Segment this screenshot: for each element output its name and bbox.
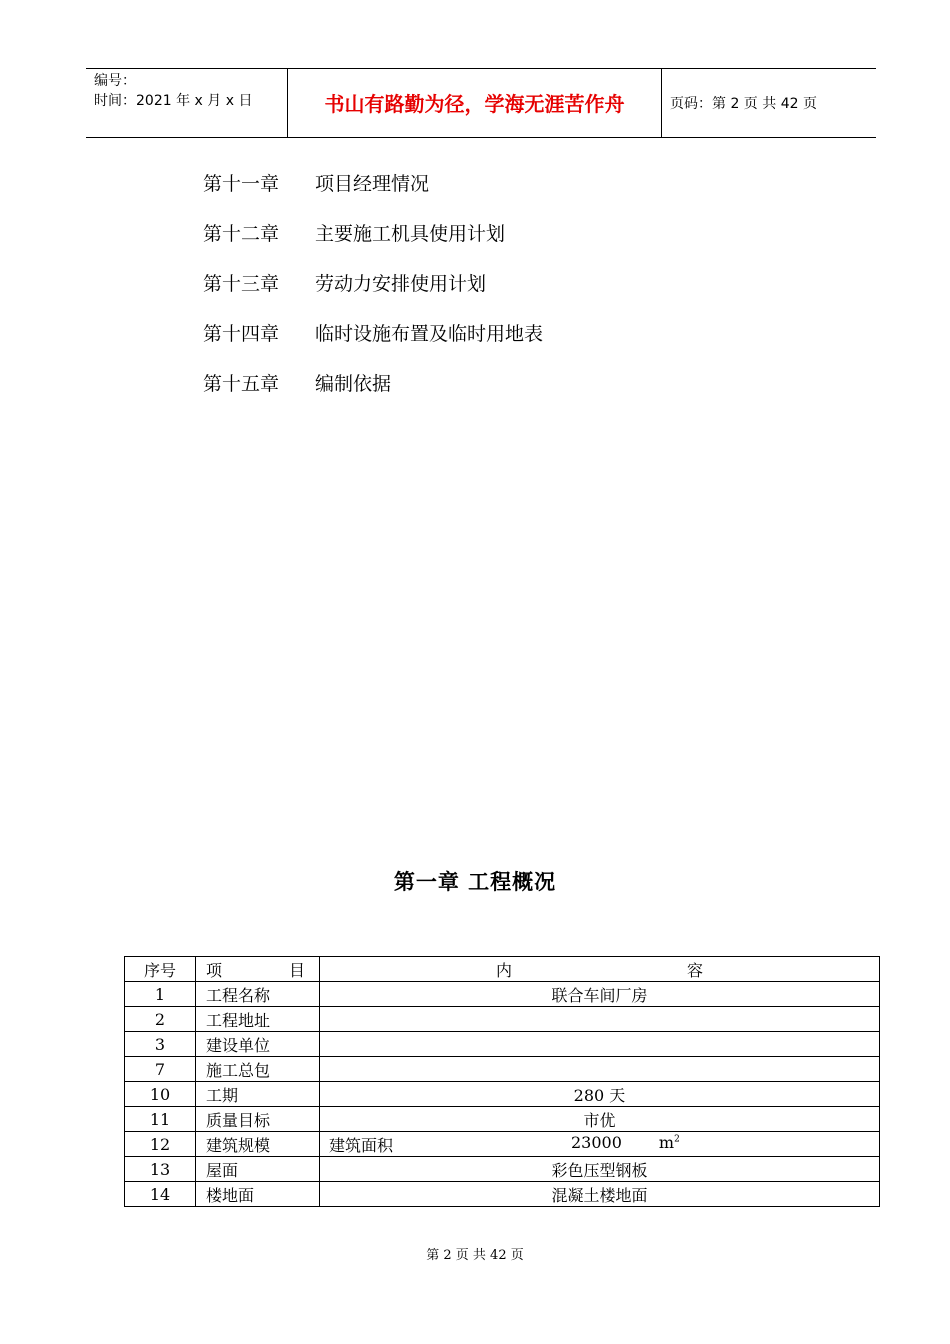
toc-title: 主要施工机具使用计划	[315, 223, 506, 245]
row-content	[320, 1057, 880, 1082]
page-footer: 第 2 页 共 42 页	[426, 1248, 524, 1263]
table-of-contents	[203, 168, 543, 418]
scale-unit-sup: 2	[674, 1134, 680, 1145]
header-motto: 书山有路勤为径，学海无涯苦作舟	[324, 92, 625, 116]
header-no: 序号	[125, 957, 196, 982]
row-item: 质量目标	[196, 1107, 320, 1132]
table-row	[125, 1032, 880, 1057]
row-content	[320, 1132, 880, 1157]
header-item-a: 项	[206, 960, 223, 980]
toc-title: 项目经理情况	[315, 173, 430, 195]
table-row	[125, 1007, 880, 1032]
row-content: 联合车间厂房	[320, 982, 880, 1007]
toc-item	[203, 268, 543, 318]
row-no: 7	[125, 1057, 196, 1082]
row-item: 屋面	[196, 1157, 320, 1182]
toc-title: 劳动力安排使用计划	[315, 273, 487, 295]
toc-item	[203, 168, 543, 218]
scale-sub-label: 建筑面积	[329, 1135, 394, 1155]
row-no: 3	[125, 1032, 196, 1057]
row-no: 13	[125, 1157, 196, 1182]
row-no: 12	[125, 1132, 196, 1157]
row-item: 建筑规模	[196, 1132, 320, 1157]
table-row	[125, 1082, 880, 1107]
toc-title: 编制依据	[315, 373, 392, 395]
row-no: 1	[125, 982, 196, 1007]
document-header	[86, 68, 876, 138]
toc-title: 临时设施布置及临时用地表	[315, 323, 544, 345]
header-item	[196, 957, 320, 982]
row-no: 14	[125, 1182, 196, 1207]
header-content-a: 内	[496, 960, 513, 980]
table-row	[125, 1057, 880, 1082]
time-label: 时间：2021 年 x 月 x 日	[94, 93, 253, 109]
project-overview-table	[124, 956, 880, 1207]
row-item: 建设单位	[196, 1032, 320, 1057]
header-meta	[94, 71, 252, 111]
table-row	[125, 1132, 880, 1157]
header-content	[320, 957, 880, 982]
row-item: 施工总包	[196, 1057, 320, 1082]
toc-chapter: 第十四章	[203, 323, 280, 345]
row-no: 10	[125, 1082, 196, 1107]
scale-value: 23000	[571, 1132, 622, 1152]
row-content	[320, 1007, 880, 1032]
header-content-b: 容	[686, 960, 703, 980]
toc-chapter: 第十三章	[203, 273, 280, 295]
row-content	[320, 1032, 880, 1057]
page-label: 页码：第 2 页 共 42 页	[670, 96, 817, 112]
header-item-b: 目	[288, 960, 305, 980]
table-row	[125, 982, 880, 1007]
row-content: 280 天	[320, 1082, 880, 1107]
header-motto-cell	[287, 69, 662, 137]
scale-unit-base: m	[658, 1132, 675, 1152]
row-item: 楼地面	[196, 1182, 320, 1207]
row-content: 混凝土楼地面	[320, 1182, 880, 1207]
row-no: 2	[125, 1007, 196, 1032]
row-no: 11	[125, 1107, 196, 1132]
row-item: 工程地址	[196, 1007, 320, 1032]
toc-item	[203, 318, 543, 368]
scale-unit	[622, 1133, 680, 1156]
table-row	[125, 1107, 880, 1132]
row-content: 彩色压型钢板	[320, 1157, 880, 1182]
row-item: 工期	[196, 1082, 320, 1107]
serial-label: 编号：	[94, 73, 136, 89]
section-title: 第一章 工程概况	[393, 869, 557, 894]
toc-chapter: 第十二章	[203, 223, 280, 245]
row-item: 工程名称	[196, 982, 320, 1007]
table-header-row	[125, 957, 880, 982]
toc-item	[203, 368, 543, 418]
table-row	[125, 1182, 880, 1207]
toc-item	[203, 218, 543, 268]
row-content: 市优	[320, 1107, 880, 1132]
toc-chapter: 第十一章	[203, 173, 280, 195]
table-row	[125, 1157, 880, 1182]
toc-chapter: 第十五章	[203, 373, 280, 395]
